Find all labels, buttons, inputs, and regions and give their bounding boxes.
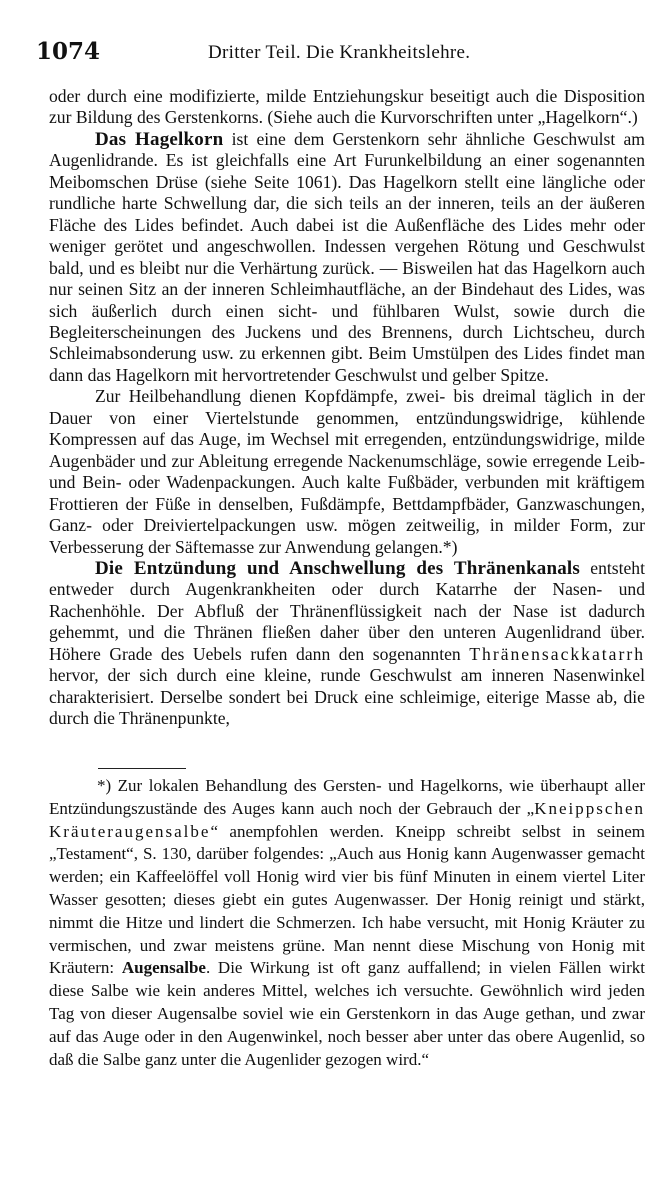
footnote-text	[49, 775, 645, 1071]
footnote-part-3: . Die Wirkung ist oft ganz auffallend; in vielen Fällen wirkt diese Salbe wie kein anderes Mittel, welches ich versuchte. Gewöhnlich wird jeden Tag von dieser Augensalbe soviel wie ein Gerstenkorn in das Auge gethan, und zwar auf das Auge oder in den Augenwinkel, noch besser aber unter das obere Augenlid, so daß die Salbe ganz unter die Augenlider gezogen wird.“	[49, 958, 645, 1069]
paragraph-hagelkorn-text: ist eine dem Gerstenkorn sehr ähnliche Geschwulst am Augenlidrande. Es ist gleichfalls eine Art Furunkelbildung an einer sogenannten Meibomschen Drüse (siehe Seite 1061). Das Hagelkorn stellt eine längliche oder rundliche harte Schwellung dar, die sich teils an der inneren, teils an der äußeren Fläche des Lides befindet. Auch dabei ist die Außenfläche des Lides mehr oder weniger gerötet und angeschwollen. Indessen vergehen Rötung und Geschwulst bald, und es bleibt nur die Verhärtung zurück. — Bisweilen hat das Hagelkorn auch nur seinen Sitz an der inneren Schleimhautfläche, an der Bindehaut des Lides, was sich äußerlich durch einen sicht- und fühlbaren Wulst, sowie durch die Begleiterscheinungen des Juckens und des Brennens, durch Lichtscheu, durch Schleimabsonderung usw. zu erkennen gibt. Beim Umstülpen des Lides findet man dann das Hagelkorn mit hervortretender Geschwulst und gelber Spitze.	[49, 128, 645, 385]
paragraph-heilbehandlung: Zur Heilbehandlung dienen Kopfdämpfe, zwei- bis dreimal täglich in der Dauer von einer Viertelstunde genommen, entzündungswidrige, kühlende Kompressen auf das Auge, im Wechsel mit erregenden, entzündungswidrige, milde Augenbäder und zur Ableitung erregende Nackenumschläge, sowie erregende Leib- und Bein- oder Wadenpackungen. Auch kalte Fußbäder, verbunden mit kräftigem Frottieren der Füße in denselben, Fußdämpfe, Bettdampfbäder, Ganzwaschungen, Ganz- oder Dreiviertelpackungen usw. mögen zeitweilig, in milder Form, zur Verbesserung der Säftemasse zur Anwendung gelangen.*)	[49, 386, 645, 557]
footnote	[49, 775, 645, 1071]
footnote-part-1: *) Zur lokalen Behandlung des Gersten- und Hagelkorns, wie überhaupt aller Entzündungszustände des Auges kann auch noch der Gebrauch der „	[49, 776, 645, 818]
running-title: Dritter Teil. Die Krankheitslehre.	[208, 42, 471, 63]
page-number: 1074	[36, 38, 101, 65]
paragraph-continuation: oder durch eine modifizierte, milde Entziehungskur beseitigt auch die Disposition zur Bildung des Gerstenkorns. (Siehe auch die Kurvorschriften unter „Hagelkorn“.)	[49, 86, 645, 128]
footnote-part-2: “ anempfohlen werden. Kneipp schreibt selbst in seinem „Testament“, S. 130, darüber folgendes: „Auch aus Honig kann Augenwasser gemacht werden; ein Kaffeelöffel voll Honig wird vier bis fünf Minuten in einem viertel Liter Wasser gesotten; dieses giebt ein gutes Augenwasser. Der Honig reinigt und stärkt, nimmt die Hitze und lindert die Schmerzen. Ich habe versucht, mit Honig Kräuter zu vermischen, und zwar meistens grüne. Man nennt diese Mischung von Honig mit Kräutern:	[49, 821, 645, 978]
term-augensalbe: Augensalbe	[121, 958, 206, 978]
section-heading-hagelkorn: Das Hagelkorn	[95, 128, 224, 150]
page-header	[36, 38, 646, 72]
salve-name: Kneippschen Kräuteraugensalbe	[49, 798, 645, 841]
paragraph-thraenenkanal-end: hervor, der sich durch eine kleine, runde Geschwulst am inneren Nasenwinkel charakterisiert. Derselbe sondert bei Druck eine schleimige, eiterige Masse ab, die durch die Thränenpunkte,	[49, 665, 645, 729]
paragraph-hagelkorn	[49, 129, 645, 386]
paragraph-thraenenkanal-text: entsteht entweder durch Augenkrankheiten oder durch Katarrhe der Nasen- und Rachenhöhle. Der Abfluß der Thränenflüssigkeit nach der Nase ist dadurch gehemmt, und die Thränen fließen daher über den unteren Augenlidrand über. Höhere Grade des Uebels rufen dann den sogenannten	[49, 557, 645, 664]
main-text	[49, 86, 645, 730]
paragraph-thraenenkanal	[49, 558, 645, 730]
term-thraenensackkatarrh: Thränensackkatarrh	[469, 643, 645, 664]
footnote-divider	[98, 768, 186, 769]
section-heading-thraenenkanal: Die Entzündung und Anschwellung des Thränenkanals	[95, 557, 580, 579]
